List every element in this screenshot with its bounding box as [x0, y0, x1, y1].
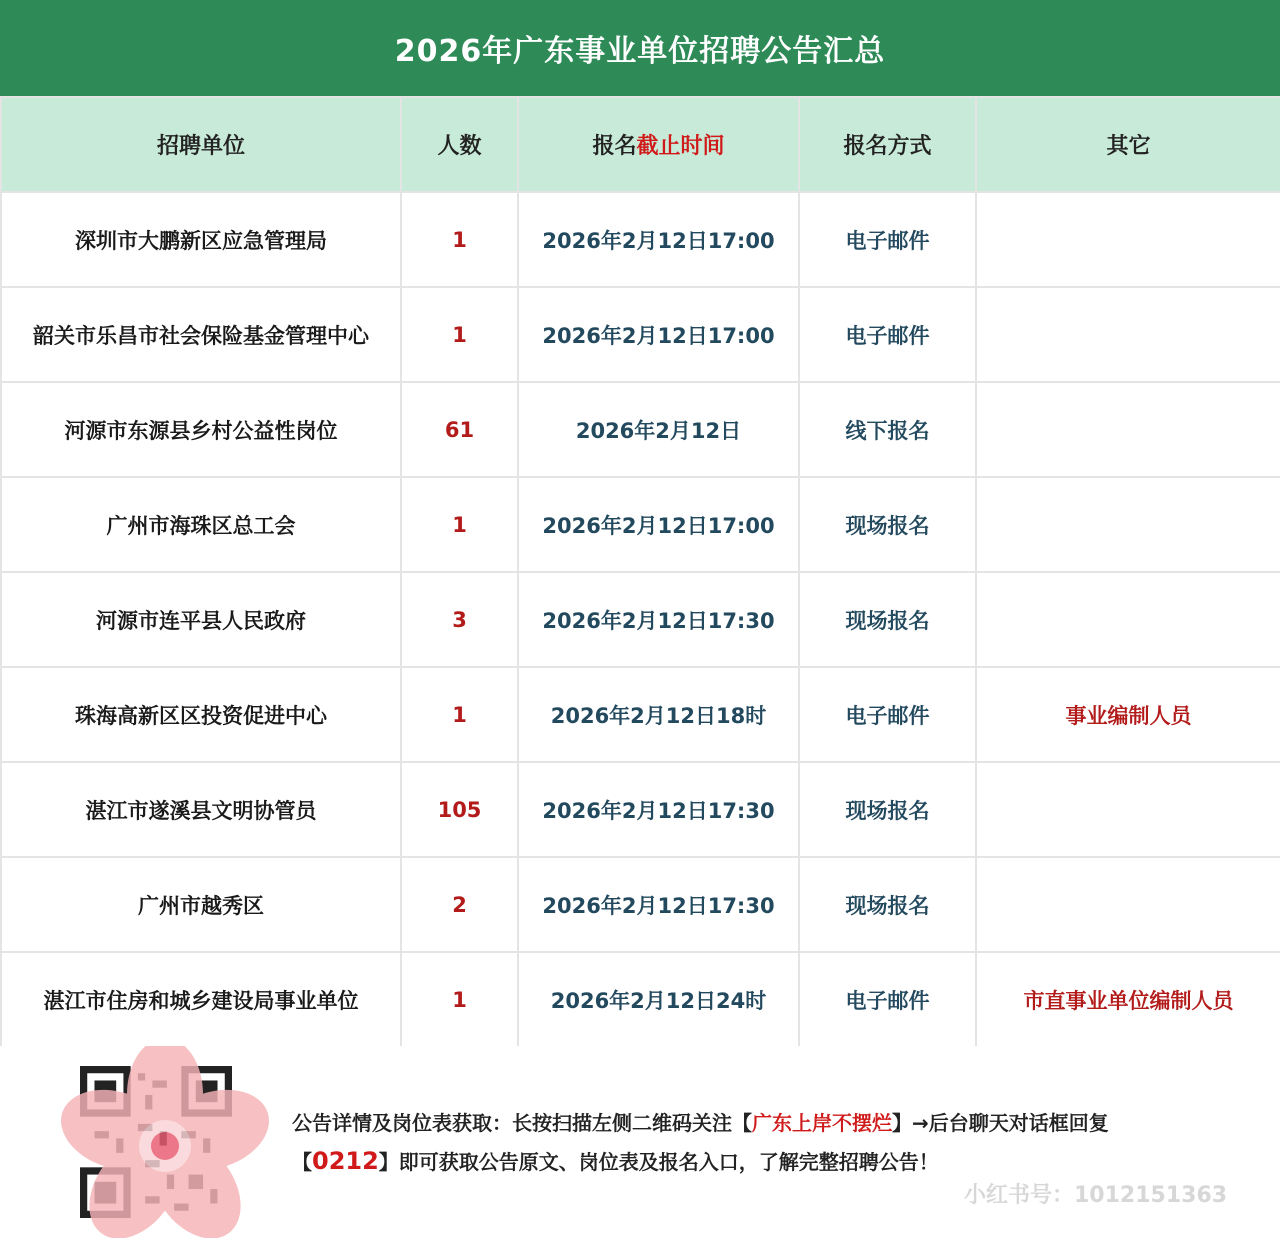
cell-method: 现场报名 — [799, 762, 976, 857]
cell-count: 61 — [401, 382, 518, 477]
cell-other — [976, 192, 1280, 287]
cell-count: 3 — [401, 572, 518, 667]
table-row — [1, 477, 1280, 572]
cell-deadline: 2026年2月12日17:30 — [518, 762, 799, 857]
page-title: 2026年广东事业单位招聘公告汇总 — [0, 0, 1280, 96]
cell-count: 1 — [401, 287, 518, 382]
header-deadline-highlight: 截止时间 — [636, 134, 725, 159]
cell-unit: 河源市连平县人民政府 — [1, 572, 401, 667]
footer-line-1 — [292, 1104, 1252, 1142]
table-row — [1, 287, 1280, 382]
recruitment-table — [0, 96, 1280, 1048]
cell-method: 现场报名 — [799, 477, 976, 572]
footer-line1-b: 】→后台聊天对话框回复 — [892, 1111, 1109, 1135]
table-row — [1, 572, 1280, 667]
table-header-row — [1, 97, 1280, 192]
cell-count: 1 — [401, 192, 518, 287]
account-name: 广东上岸不摆烂 — [752, 1111, 892, 1135]
cell-unit: 湛江市遂溪县文明协管员 — [1, 762, 401, 857]
table-row — [1, 857, 1280, 952]
cherry-blossom-sticker — [40, 1046, 290, 1238]
header-deadline-prefix: 报名 — [592, 134, 637, 159]
cell-deadline: 2026年2月12日24时 — [518, 952, 799, 1047]
cell-other — [976, 477, 1280, 572]
cell-other — [976, 287, 1280, 382]
table-row — [1, 952, 1280, 1047]
table-row — [1, 762, 1280, 857]
cell-unit: 广州市海珠区总工会 — [1, 477, 401, 572]
cell-unit: 珠海高新区区投资促进中心 — [1, 667, 401, 762]
table-row — [1, 382, 1280, 477]
cell-count: 105 — [401, 762, 518, 857]
header-count: 人数 — [401, 97, 518, 192]
footer-line2-rest: 】即可获取公告原文、岗位表及报名入口，了解完整招聘公告！ — [378, 1150, 939, 1174]
cell-method: 现场报名 — [799, 572, 976, 667]
table-row — [1, 192, 1280, 287]
footer-line-2 — [292, 1142, 1252, 1181]
cell-unit: 广州市越秀区 — [1, 857, 401, 952]
header-deadline — [518, 97, 799, 192]
cell-deadline: 2026年2月12日17:00 — [518, 477, 799, 572]
cell-unit: 深圳市大鹏新区应急管理局 — [1, 192, 401, 287]
cell-method: 电子邮件 — [799, 192, 976, 287]
header-unit: 招聘单位 — [1, 97, 401, 192]
cell-method: 现场报名 — [799, 857, 976, 952]
reply-code: 0212 — [312, 1147, 379, 1175]
cell-unit: 韶关市乐昌市社会保险基金管理中心 — [1, 287, 401, 382]
cell-other — [976, 762, 1280, 857]
cell-deadline: 2026年2月12日17:30 — [518, 572, 799, 667]
cell-count: 1 — [401, 667, 518, 762]
cell-other — [976, 857, 1280, 952]
cell-unit: 河源市东源县乡村公益性岗位 — [1, 382, 401, 477]
header-other: 其它 — [976, 97, 1280, 192]
cell-method: 电子邮件 — [799, 667, 976, 762]
header-method: 报名方式 — [799, 97, 976, 192]
cell-deadline: 2026年2月12日17:00 — [518, 192, 799, 287]
footer-instructions — [292, 1104, 1252, 1181]
cell-deadline: 2026年2月12日17:30 — [518, 857, 799, 952]
cell-other — [976, 382, 1280, 477]
table-row — [1, 667, 1280, 762]
cell-count: 1 — [401, 952, 518, 1047]
watermark: 小红书号：1012151363 — [964, 1183, 1228, 1208]
cell-count: 1 — [401, 477, 518, 572]
cell-count: 2 — [401, 857, 518, 952]
cell-deadline: 2026年2月12日17:00 — [518, 287, 799, 382]
footer-line2-open: 【 — [292, 1150, 312, 1174]
cell-other: 市直事业单位编制人员 — [976, 952, 1280, 1047]
cell-method: 线下报名 — [799, 382, 976, 477]
cell-method: 电子邮件 — [799, 952, 976, 1047]
cell-deadline: 2026年2月12日 — [518, 382, 799, 477]
cell-deadline: 2026年2月12日18时 — [518, 667, 799, 762]
footer-line1-a: 公告详情及岗位表获取：长按扫描左侧二维码关注【 — [292, 1111, 752, 1135]
footer — [0, 1046, 1280, 1238]
cell-unit: 湛江市住房和城乡建设局事业单位 — [1, 952, 401, 1047]
cell-other: 事业编制人员 — [976, 667, 1280, 762]
cell-other — [976, 572, 1280, 667]
cell-method: 电子邮件 — [799, 287, 976, 382]
